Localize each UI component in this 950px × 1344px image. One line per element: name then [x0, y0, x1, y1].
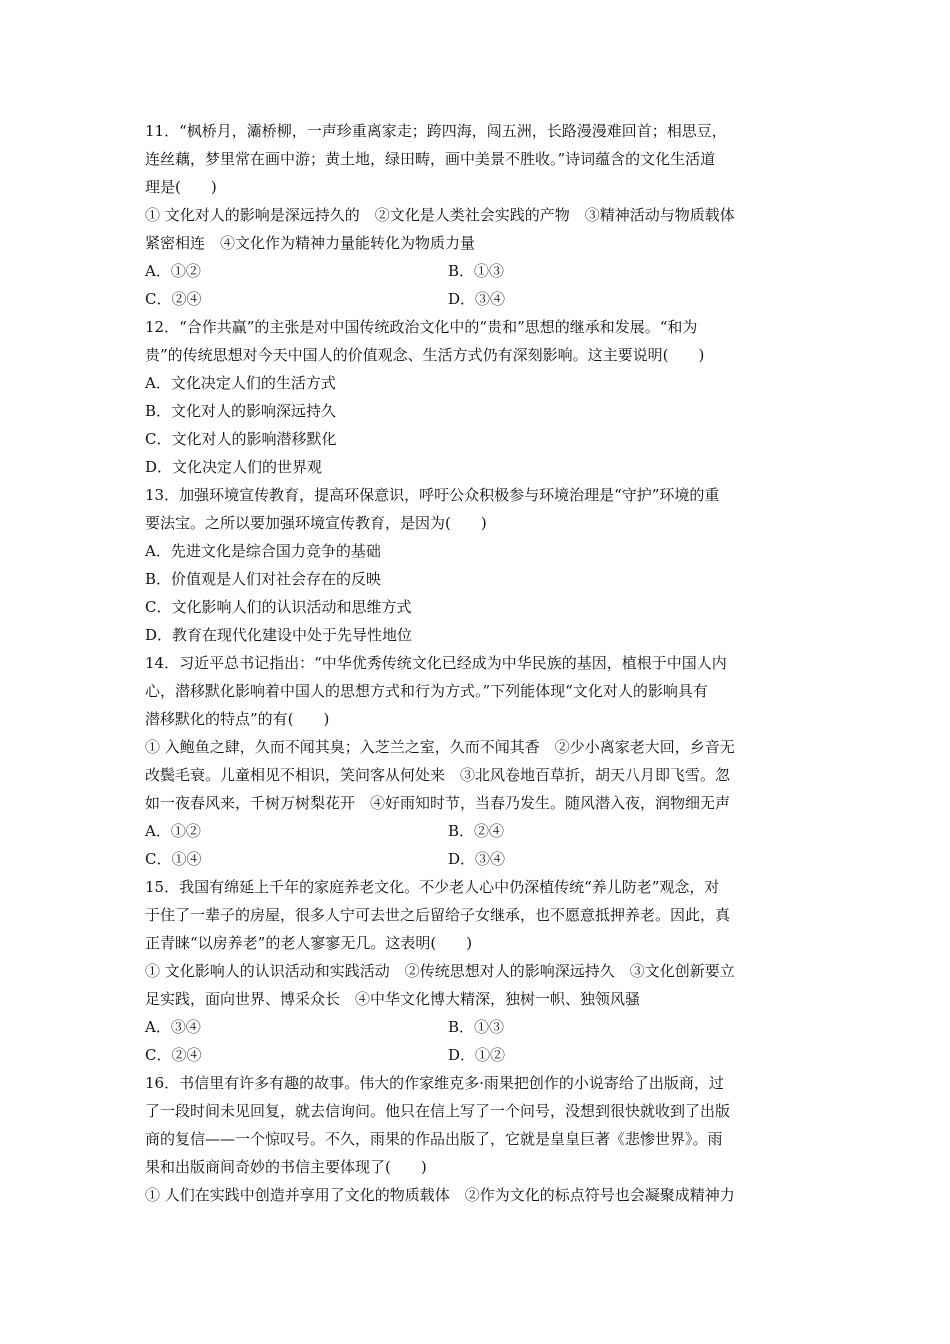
- statement-line: ① 文化对人的影响是深远持久的 ②文化是人类社会实践的产物 ③精神活动与物质载体: [145, 206, 735, 224]
- question-stem-line: 11．“枫桥月，灞桥柳，一声珍重离家走；跨四海，闯五洲，长路漫漫难回首；相思豆，: [145, 122, 727, 140]
- question-stem-line: 16．书信里有许多有趣的故事。伟大的作家维克多·雨果把创作的小说寄给了出版商，过: [145, 1074, 724, 1092]
- question-stem-line: 13．加强环境宣传教育，提高环保意识，呼吁公众积极参与环境治理是“守护”环境的重: [145, 486, 720, 504]
- option-c: C．①④: [145, 850, 202, 868]
- question-stem-line: 14．习近平总书记指出：“中华优秀传统文化已经成为中华民族的基因，植根于中国人内: [145, 654, 727, 672]
- question-stem-line: 潜移默化的特点”的有( ): [145, 710, 330, 728]
- options-row: [145, 817, 810, 845]
- question-stem-line: 要法宝。之所以要加强环境宣传教育，是因为( ): [145, 514, 487, 532]
- question-12: [145, 313, 810, 481]
- statement-line: ① 入鲍鱼之肆，久而不闻其臭；入芝兰之室，久而不闻其香 ②少小离家老大回，乡音无: [145, 738, 735, 756]
- options-row: [145, 285, 810, 313]
- options-row: [145, 845, 810, 873]
- question-stem-line: 15．我国有绵延上千年的家庭养老文化。不少老人心中仍深植传统“养儿防老”观念，对: [145, 878, 720, 896]
- option-d: D．文化决定人们的世界观: [145, 458, 323, 476]
- question-stem-line: 正青睐“以房养老”的老人寥寥无几。这表明( ): [145, 934, 473, 952]
- option-a: A．先进文化是综合国力竞争的基础: [145, 542, 381, 560]
- option-b: B．价值观是人们对社会存在的反映: [145, 570, 382, 588]
- question-stem-line: 于住了一辈子的房屋，很多人宁可去世之后留给子女继承，也不愿意抵押养老。因此，真: [145, 906, 731, 924]
- question-stem-line: 理是( ): [145, 178, 217, 196]
- option-a: A．文化决定人们的生活方式: [145, 374, 336, 392]
- option-b: B．②④: [448, 822, 505, 840]
- statement-line: 改鬓毛衰。儿童相见不相识，笑问客从何处来 ③北风卷地百草折，胡天八月即飞雪。忽: [145, 766, 731, 784]
- question-16: [145, 1069, 810, 1209]
- exam-page: [145, 117, 810, 1209]
- question-stem-line: 商的复信——一个惊叹号。不久，雨果的作品出版了，它就是皇皇巨著《悲惨世界》。雨: [145, 1130, 723, 1148]
- option-a: A．③④: [145, 1018, 201, 1036]
- option-d: D．③④: [448, 850, 506, 868]
- question-14: [145, 649, 810, 873]
- option-b: B．①③: [448, 262, 505, 280]
- question-stem-line: 贵”的传统思想对今天中国人的价值观念、生活方式仍有深刻影响。这主要说明( ): [145, 346, 705, 364]
- question-13: [145, 481, 810, 649]
- option-d: D．①②: [448, 1046, 506, 1064]
- question-stem-line: 了一段时间未见回复，就去信询问。他只在信上写了一个问号，没想到很快就收到了出版: [145, 1102, 731, 1120]
- option-a: A．①②: [145, 822, 201, 840]
- options-row: [145, 257, 810, 285]
- statement-line: ① 人们在实践中创造并享用了文化的物质载体 ②作为文化的标点符号也会凝聚成精神力: [145, 1186, 735, 1204]
- option-b: B．①③: [448, 1018, 505, 1036]
- question-15: [145, 873, 810, 1069]
- question-stem-line: 心，潜移默化影响着中国人的思想方式和行为方式。”下列能体现“文化对人的影响具有: [145, 682, 708, 700]
- option-d: D．③④: [448, 290, 506, 308]
- statement-line: 如一夜春风来，千树万树梨花开 ④好雨知时节，当春乃发生。随风潜入夜，润物细无声: [145, 794, 731, 812]
- option-c: C．文化对人的影响潜移默化: [145, 430, 337, 448]
- statement-line: 足实践，面向世界、博采众长 ④中华文化博大精深，独树一帜、独领风骚: [145, 990, 641, 1008]
- option-c: C．②④: [145, 290, 202, 308]
- question-11: [145, 117, 810, 313]
- question-stem-line: 果和出版商间奇妙的书信主要体现了( ): [145, 1158, 427, 1176]
- statement-line: 紧密相连 ④文化作为精神力量能转化为物质力量: [145, 234, 476, 252]
- option-c: C．文化影响人们的认识活动和思维方式: [145, 598, 412, 616]
- options-row: [145, 1041, 810, 1069]
- question-stem-line: 12．“合作共赢”的主张是对中国传统政治文化中的“贵和”思想的继承和发展。“和为: [145, 318, 698, 336]
- option-d: D．教育在现代化建设中处于先导性地位: [145, 626, 413, 644]
- question-stem-line: 连丝藕，梦里常在画中游；黄土地，绿田畴，画中美景不胜收。”诗词蕴含的文化生活道: [145, 150, 716, 168]
- option-c: C．②④: [145, 1046, 202, 1064]
- statement-line: ① 文化影响人的认识活动和实践活动 ②传统思想对人的影响深远持久 ③文化创新要立: [145, 962, 735, 980]
- options-row: [145, 1013, 810, 1041]
- option-a: A．①②: [145, 262, 201, 280]
- option-b: B．文化对人的影响深远持久: [145, 402, 337, 420]
